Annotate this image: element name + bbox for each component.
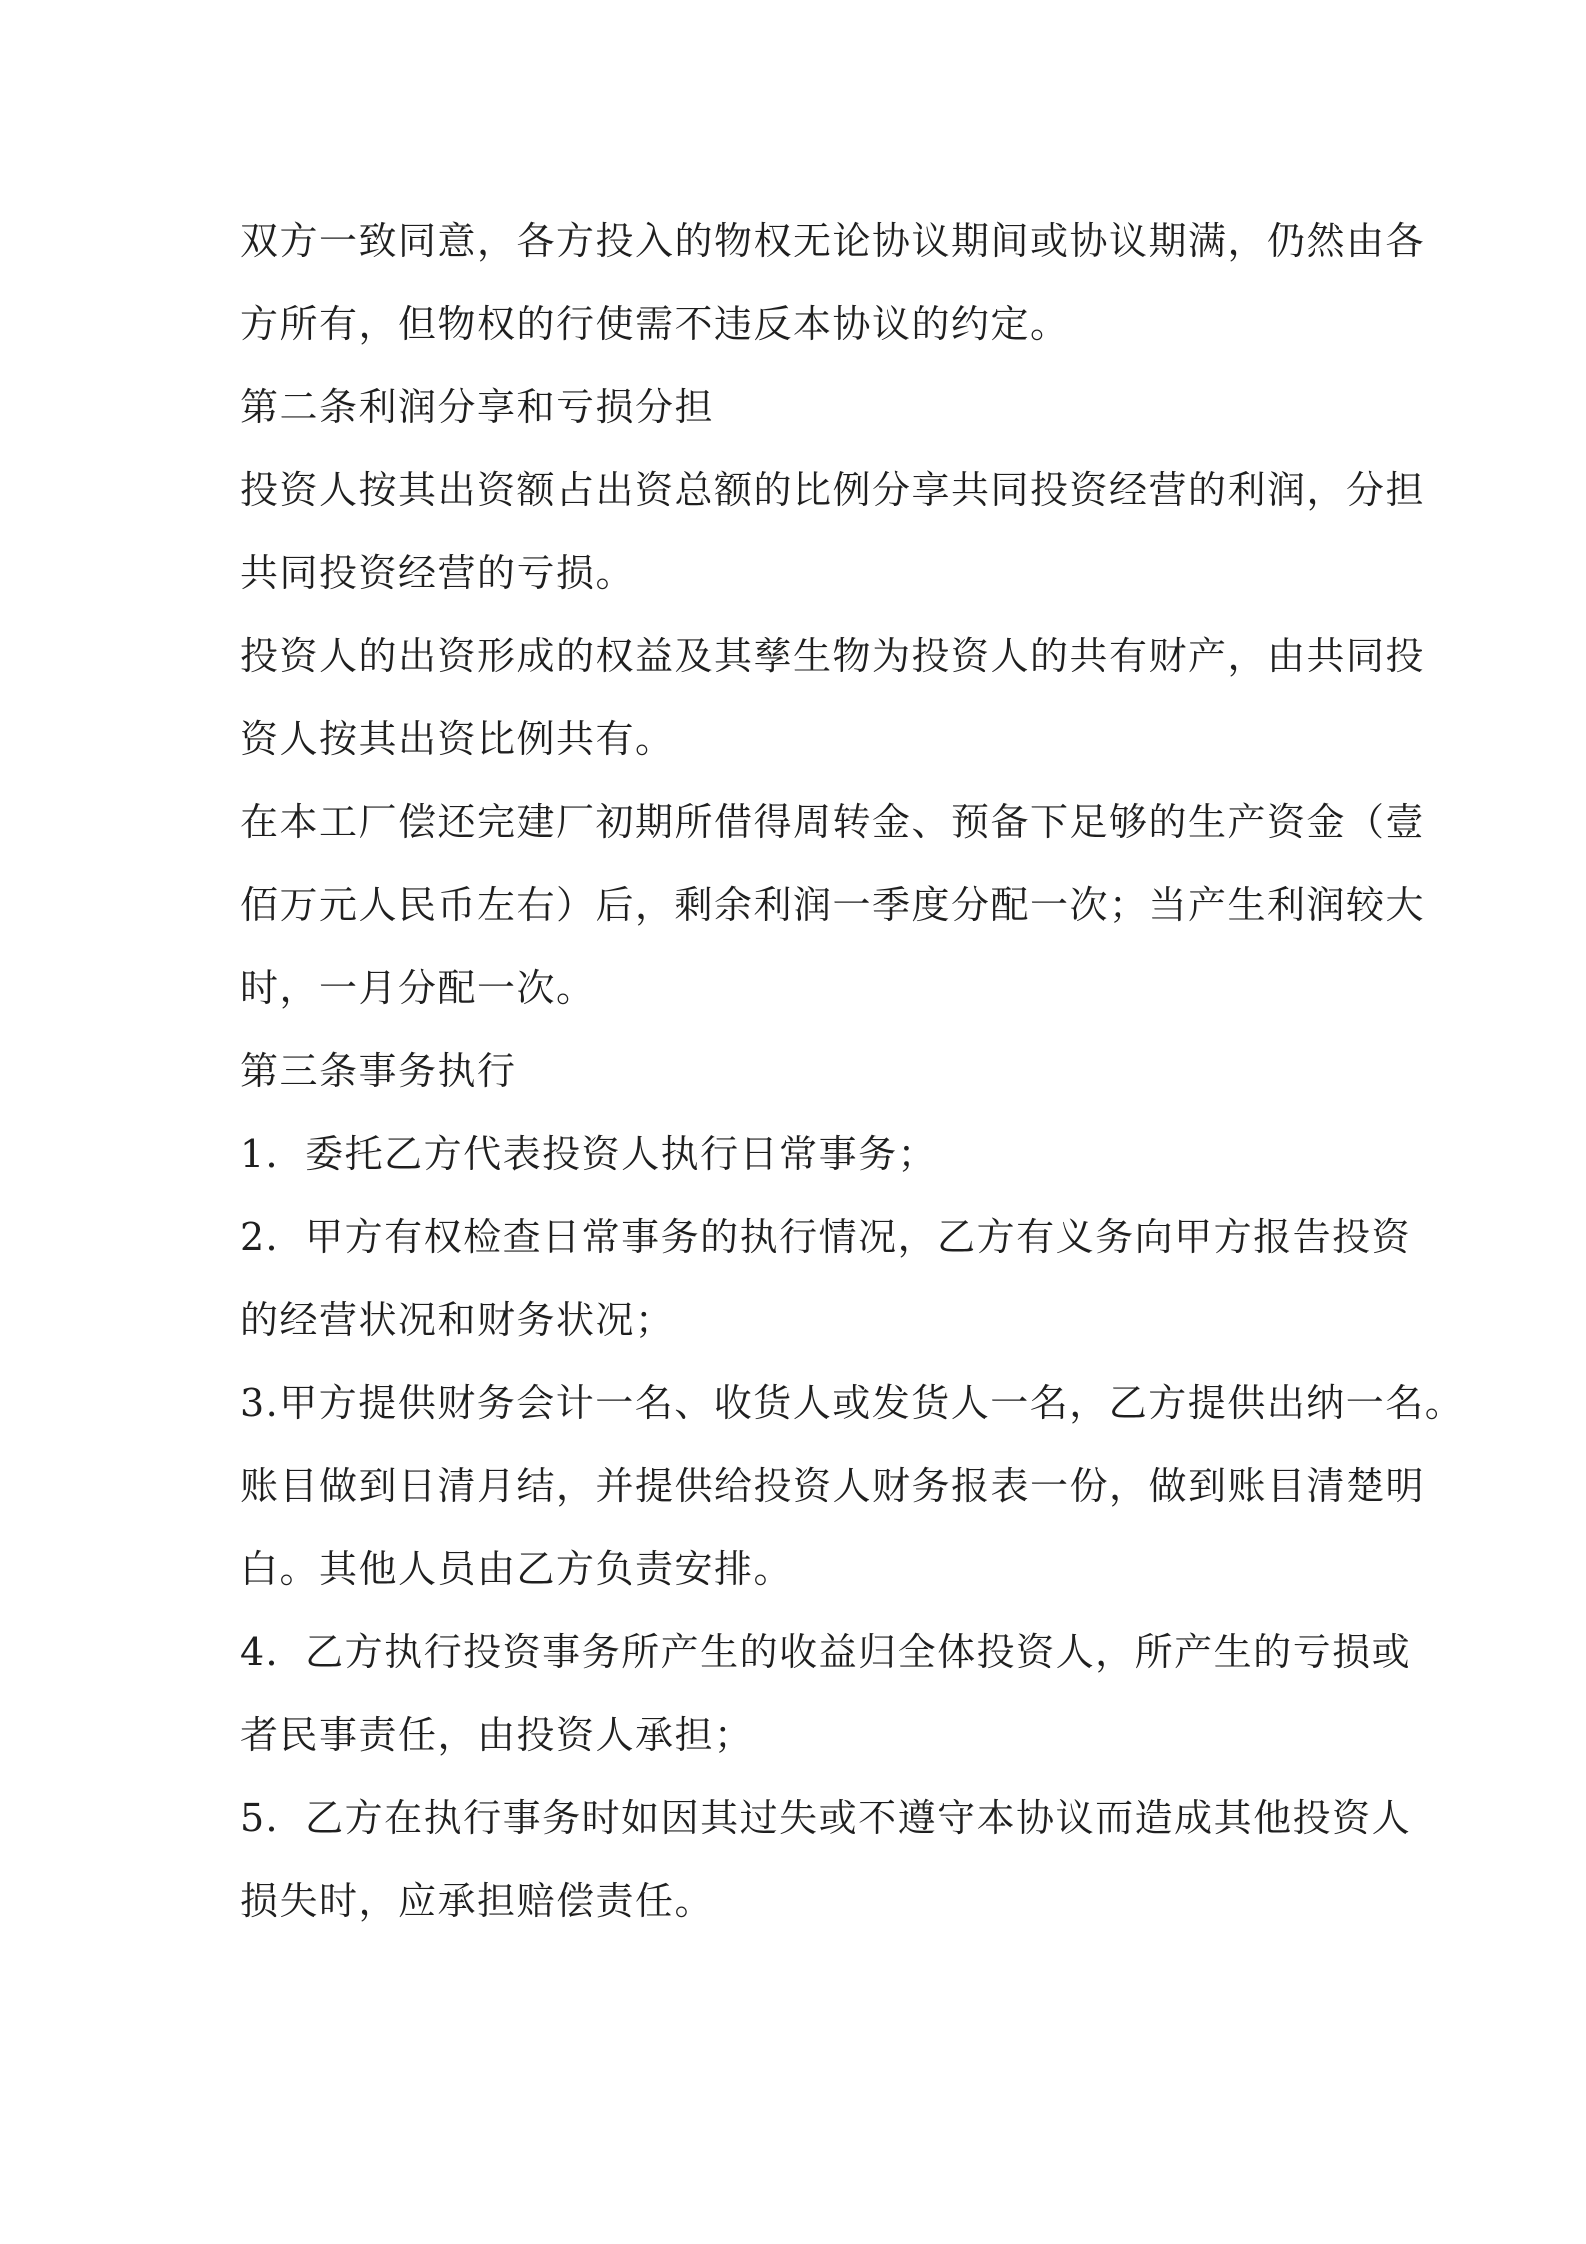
text-line: 佰万元人民币左右）后，剩余利润一季度分配一次；当产生利润较大	[240, 883, 1426, 927]
section-heading-article-2	[240, 366, 1350, 449]
list-item-4	[240, 1611, 1412, 1777]
text-line: 投资人的出资形成的权益及其孳生物为投资人的共有财产，由共同投	[240, 634, 1426, 678]
text-line: 投资人按其出资额占出资总额的比例分享共同投资经营的利润，分担	[240, 468, 1426, 512]
list-item-1	[240, 1113, 1350, 1196]
text-line: 5．乙方在执行事务时如因其过失或不遵守本协议而造成其他投资人	[240, 1796, 1412, 1840]
text-line: 2．甲方有权检查日常事务的执行情况，乙方有义务向甲方报告投资	[240, 1215, 1412, 1259]
text-line: 资人按其出资比例共有。	[240, 717, 675, 761]
list-item-2	[240, 1196, 1412, 1362]
text-line: 共同投资经营的亏损。	[240, 551, 636, 595]
text-line: 双方一致同意，各方投入的物权无论协议期间或协议期满，仍然由各	[240, 219, 1426, 263]
text-line: 账目做到日清月结，并提供给投资人财务报表一份，做到账目清楚明	[240, 1464, 1426, 1508]
text-line: 者民事责任，由投资人承担；	[240, 1713, 754, 1757]
paragraph-distribution-schedule	[240, 781, 1426, 1030]
text-line: 的经营状况和财务状况；	[240, 1298, 675, 1342]
text-line: 1．委托乙方代表投资人执行日常事务；	[240, 1132, 938, 1176]
text-line: 损失时，应承担赔偿责任。	[240, 1879, 715, 1923]
list-item-3	[240, 1362, 1465, 1611]
paragraph-property-ownership	[240, 200, 1426, 366]
text-line: 3.甲方提供财务会计一名、收货人或发货人一名，乙方提供出纳一名。	[240, 1381, 1465, 1425]
paragraph-profit-sharing	[240, 449, 1426, 615]
section-heading-article-3	[240, 1030, 1350, 1113]
text-line: 4．乙方执行投资事务所产生的收益归全体投资人，所产生的亏损或	[240, 1630, 1412, 1674]
paragraph-common-property	[240, 615, 1426, 781]
text-line: 第三条事务执行	[240, 1049, 517, 1093]
list-item-5	[240, 1777, 1412, 1943]
text-line: 在本工厂偿还完建厂初期所借得周转金、预备下足够的生产资金（壹	[240, 800, 1426, 844]
text-line: 第二条利润分享和亏损分担	[240, 385, 715, 429]
text-line: 时，一月分配一次。	[240, 966, 596, 1010]
document-body	[240, 200, 1465, 1943]
text-line: 方所有，但物权的行使需不违反本协议的约定。	[240, 302, 1070, 346]
text-line: 白。其他人员由乙方负责安排。	[240, 1547, 794, 1591]
